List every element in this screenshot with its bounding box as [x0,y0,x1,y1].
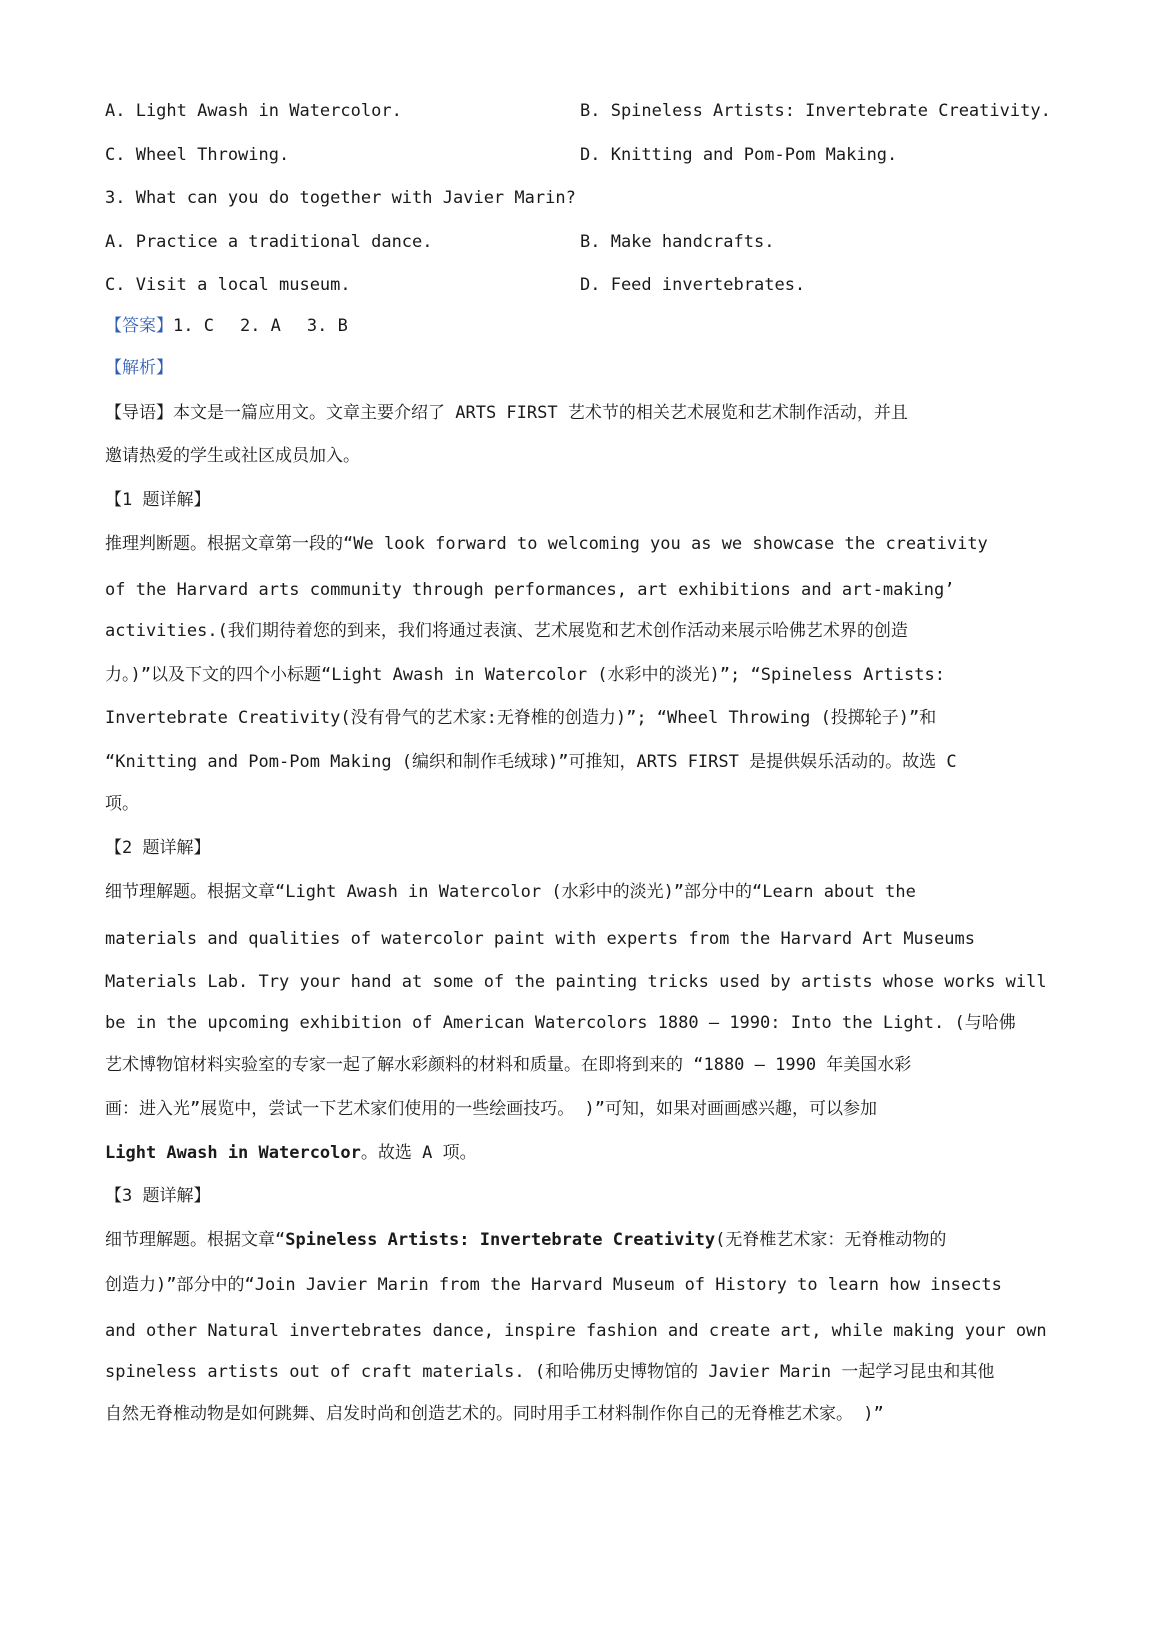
q3-detail-line: spineless artists out of craft materials. (和哈佛历史博物馆的 Javier Marin 一起学习昆虫和其他 [105,1362,995,1382]
q2-detail-line: 艺术博物馆材料实验室的专家一起了解水彩颜料的材料和质量。在即将到来的 “1880 — 1990 年美国水彩 [105,1055,912,1075]
intro-line-1 [105,401,1055,425]
answer-1: 1. C [173,316,214,336]
q2-option-a: A. Light Awash in Watercolor. [105,101,402,121]
q3-option-d: D. Feed invertebrates. [580,275,806,295]
q2-detail-line: Materials Lab. Try your hand at some of the painting tricks used by artists whose works will [105,972,1047,992]
q3-detail-line: 创造力)”部分中的“Join Javier Marin from the Harvard Museum of History to learn how insects [105,1275,1002,1295]
answer-label: 【答案】 [105,316,173,336]
q2-detail-last-line [105,1141,1055,1165]
q3-detail-line: and other Natural invertebrates dance, inspire fashion and create art, while making your own [105,1321,1047,1341]
q3-option-b: B. Make handcrafts. [580,232,775,252]
q3-option-a: A. Practice a traditional dance. [105,232,433,252]
q1-detail-line: 项。 [105,794,139,814]
q2-detail-conclusion: 。故选 A 项。 [360,1143,477,1163]
q2-option-d: D. Knitting and Pom-Pom Making. [580,145,898,165]
q1-detail-line: of the Harvard arts community through performances, art exhibitions and art-making’ [105,580,955,600]
q2-option-b: B. Spineless Artists: Invertebrate Creativity. [580,101,1051,121]
intro-text-1: 本文是一篇应用文。文章主要介绍了 ARTS FIRST 艺术节的相关艺术展览和艺术制作活动，并且 [173,403,908,423]
q3-detail-post: (无脊椎艺术家：无脊椎动物的 [715,1230,947,1250]
answer-line [105,314,1055,338]
q3-option-c: C. Visit a local museum. [105,275,351,295]
q2-detail-line: 细节理解题。根据文章“Light Awash in Watercolor (水彩中的淡光)”部分中的“Learn about the [105,882,916,902]
q2-detail-line: 画：进入光”展览中，尝试一下艺术家们使用的一些绘画技巧。 )”可知，如果对画画感兴趣，可以参加 [105,1099,877,1119]
q2-detail-line: be in the upcoming exhibition of American Watercolors 1880 — 1990: Into the Light. (与哈佛 [105,1013,1016,1033]
q1-detail-line: 推理判断题。根据文章第一段的“We look forward to welcoming you as we showcase the creativity [105,534,988,554]
q1-detail-heading: 【1 题详解】 [105,490,211,510]
q2-detail-heading: 【2 题详解】 [105,838,211,858]
q2-option-c: C. Wheel Throwing. [105,145,290,165]
intro-line-2: 邀请热爱的学生或社区成员加入。 [105,446,360,466]
q1-detail-line: 力。)”以及下文的四个小标题“Light Awash in Watercolor (水彩中的淡光)”; “Spineless Artists: [105,665,945,685]
q2-detail-line: materials and qualities of watercolor paint with experts from the Harvard Art Museums [105,929,975,949]
q3-detail-line: 自然无脊椎动物是如何跳舞、启发时尚和创造艺术的。同时用手工材料制作你自己的无脊椎艺术家。 )” [105,1404,884,1424]
answer-3: 3. B [306,316,348,336]
intro-label: 【导语】 [105,403,173,423]
q3-detail-first-line [105,1228,1055,1252]
q3-detail-bold-title: Spineless Artists: Invertebrate Creativity [285,1230,716,1250]
q1-detail-line: activities.(我们期待着您的到来，我们将通过表演、艺术展览和艺术创作活动来展示哈佛艺术界的创造 [105,621,908,641]
q3-detail-heading: 【3 题详解】 [105,1186,211,1206]
q3-detail-pre: 细节理解题。根据文章“ [105,1230,286,1250]
analysis-label: 【解析】 [105,358,173,378]
q2-detail-bold-title: Light Awash in Watercolor [105,1143,361,1163]
q1-detail-line: Invertebrate Creativity(没有骨气的艺术家:无脊椎的创造力)”; “Wheel Throwing (投掷轮子)”和 [105,708,937,728]
answer-2: 2. A [239,316,281,336]
q3-stem: 3. What can you do together with Javier Marin? [105,188,576,208]
q1-detail-line: “Knitting and Pom-Pom Making (编织和制作毛绒球)”可推知，ARTS FIRST 是提供娱乐活动的。故选 C [105,752,957,772]
